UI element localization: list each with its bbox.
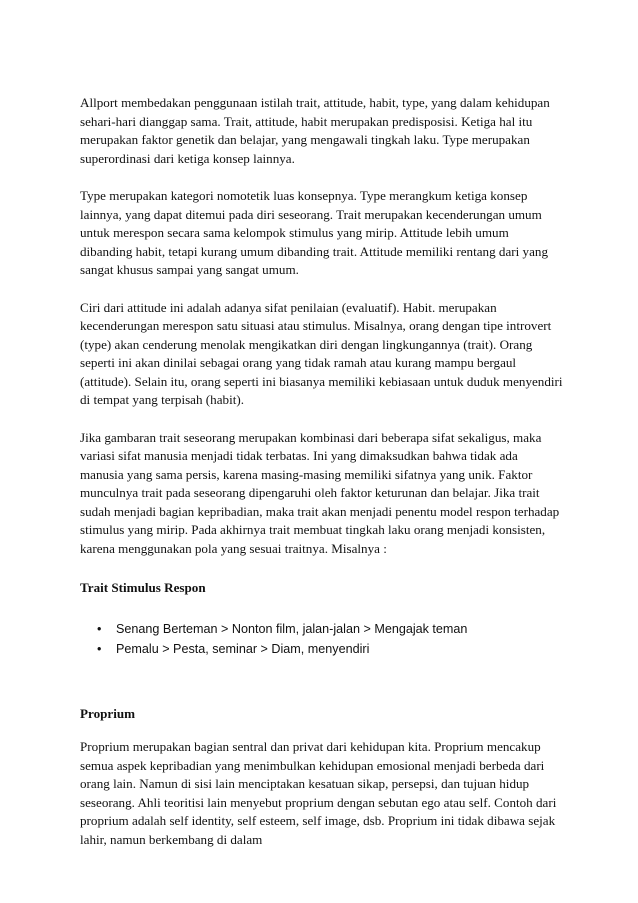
list-item bbox=[97, 619, 564, 639]
paragraph-allport: Allport membedakan penggunaan istilah trait, attitude, habit, type, yang dalam kehidupan sehari-hari dianggap sama. Trait, attitude, habit merupakan predisposisi. Ketiga hal itu merupakan faktor genetik dan belajar, yang mengawali tingkah laku. Type merupakan superordinasi dari ketiga konsep lainnya. bbox=[80, 95, 550, 166]
heading-trait-stimulus-respon: Trait Stimulus Respon bbox=[80, 580, 206, 595]
trait-example-list bbox=[80, 619, 564, 659]
paragraph-proprium: Proprium merupakan bagian sentral dan privat dari kehidupan kita. Proprium mencakup semua aspek kepribadian yang menimbulkan kehidupan emosional menjadi berbeda dari orang lain. Namun di sisi lain menciptakan kesatuan sikap, persepsi, dan tujuan hidup seseorang. Ahli teoritisi lain menyebut proprium dengan sebutan ego atau self. Contoh dari proprium adalah self identity, self esteem, self image, dsb. Proprium ini tidak dibawa sejak lahir, namun berkembang di dalam bbox=[80, 739, 557, 847]
bullet-icon: • bbox=[97, 621, 102, 636]
heading-proprium: Proprium bbox=[80, 705, 136, 721]
list-item-text: Pemalu > Pesta, seminar > Diam, menyendiri bbox=[116, 641, 370, 656]
list-item bbox=[97, 639, 564, 659]
paragraph-attitude: Ciri dari attitude ini adalah adanya sifat penilaian (evaluatif). Habit. merupakan kecenderungan merespon satu situasi atau stimulus. Misalnya, orang dengan tipe introvert (type) akan cenderung menolak mengikatkan diri dengan lingkungannya (trait). Orang seperti ini akan dinilai sebagai orang yang tidak ramah atau kurang mampu bergaul (attitude). Selain itu, orang seperti ini biasanya memiliki kebiasaan untuk duduk menyendiri di tempat yang terpisah (habit). bbox=[80, 299, 563, 407]
bullet-icon: • bbox=[97, 641, 102, 656]
paragraph-type: Type merupakan kategori nomotetik luas konsepnya. Type merangkum ketiga konsep lainnya, yang dapat ditemui pada diri seseorang. Trait merupakan kecenderungan umum untuk merespon secara sama kelompok stimulus yang mirip. Attitude lebih umum dibanding habit, tetapi kurang umum dibanding trait. Attitude memiliki rentang dari yang sangat khusus sampai yang sangat umum. bbox=[80, 188, 549, 277]
paragraph-trait-combination: Jika gambaran trait seseorang merupakan kombinasi dari beberapa sifat sekaligus, maka variasi sifat manusia menjadi tidak terbatas. Ini yang dimaksudkan bahwa tidak ada manusia yang sama persis, karena masing-masing memiliki sifatnya yang unik. Faktor munculnya trait pada seseorang dipengaruhi oleh faktor keturunan dan belajar. Jika trait sudah menjadi bagian kepribadian, maka trait akan menjadi penentu model respon terhadap stimulus yang mirip. Pada akhirnya trait membuat tingkah laku orang menjadi konsisten, karena menggunakan pola yang sesuai traitnya. Misalnya : bbox=[80, 429, 560, 556]
document-body bbox=[80, 94, 564, 868]
list-item-text: Senang Berteman > Nonton film, jalan-jalan > Mengajak teman bbox=[116, 621, 468, 636]
